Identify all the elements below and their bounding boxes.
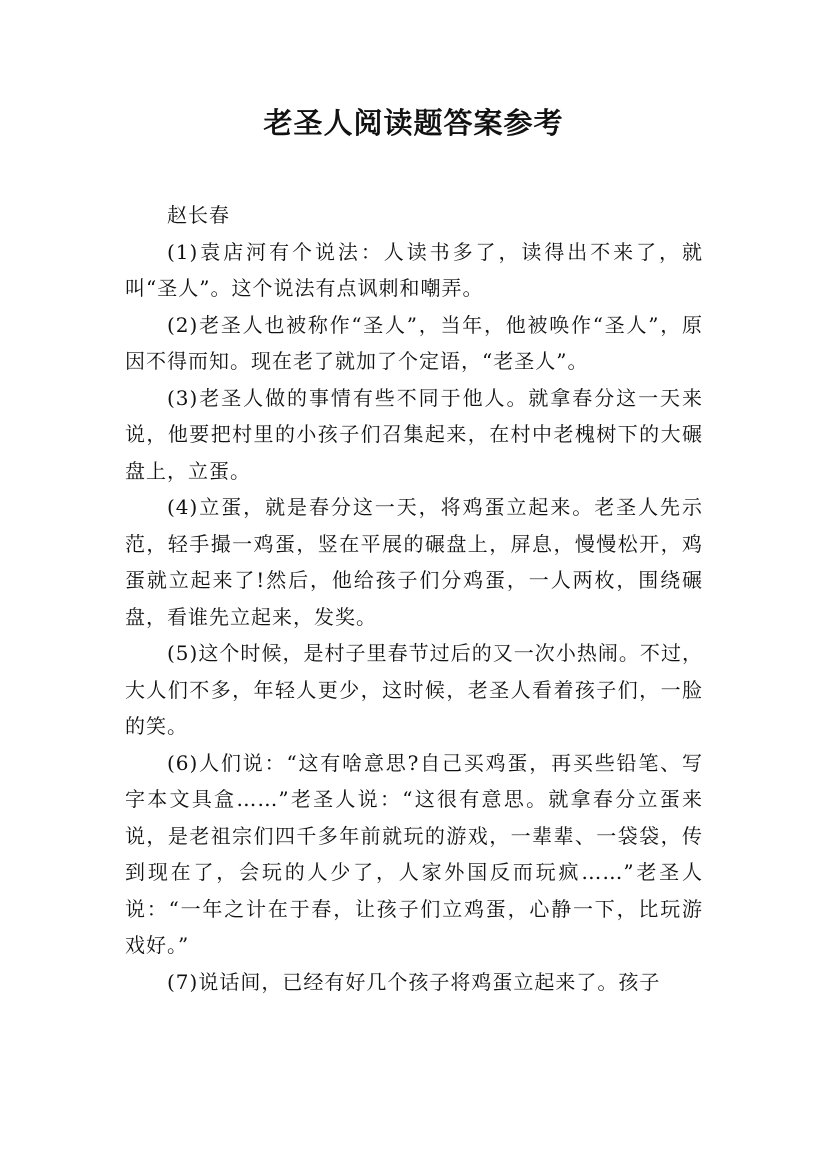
paragraph-6: (6)人们说：“这有啥意思?自己买鸡蛋，再买些铅笔、写字本文具盒……”老圣人说：“这很有意思。就拿春分立蛋来说，是老祖宗们四千多年前就玩的游戏，一辈辈、一袋袋，传到现在了，会玩的人少了，人家外国反而玩疯……”老圣人说：“一年之计在于春，让孩子们立鸡蛋，心静一下，比玩游戏好。” xyxy=(125,750,703,957)
paragraph-3: (3)老圣人做的事情有些不同于他人。就拿春分这一天来说，他要把村里的小孩子们召集起来，在村中老槐树下的大碾盘上，立蛋。 xyxy=(125,385,703,483)
paragraph-5: (5)这个时候，是村子里春节过后的又一次小热闹。不过，大人们不多，年轻人更少，这时候，老圣人看着孩子们，一脸的笑。 xyxy=(125,641,703,738)
document-title: 老圣人阅读题答案参考 xyxy=(263,106,564,140)
paragraph-2: (2)老圣人也被称作“圣人”，当年，他被唤作“圣人”，原因不得而知。现在老了就加了个定语，“老圣人”。 xyxy=(125,312,703,373)
paragraph-1: (1)袁店河有个说法：人读书多了，读得出不来了，就叫“圣人”。这个说法有点讽刺和嘲弄。 xyxy=(125,239,703,300)
paragraph-4: (4)立蛋，就是春分这一天，将鸡蛋立起来。老圣人先示范，轻手撮一鸡蛋，竖在平展的碾盘上，屏息，慢慢松开，鸡蛋就立起来了!然后，他给孩子们分鸡蛋，一人两枚，围绕碾盘，看谁先立起来，发奖。 xyxy=(125,495,703,629)
author-name: 赵长春 xyxy=(167,203,230,227)
paragraph-7: (7)说话间，已经有好几个孩子将鸡蛋立起来了。孩子 xyxy=(167,969,661,994)
article-body xyxy=(125,197,703,1000)
